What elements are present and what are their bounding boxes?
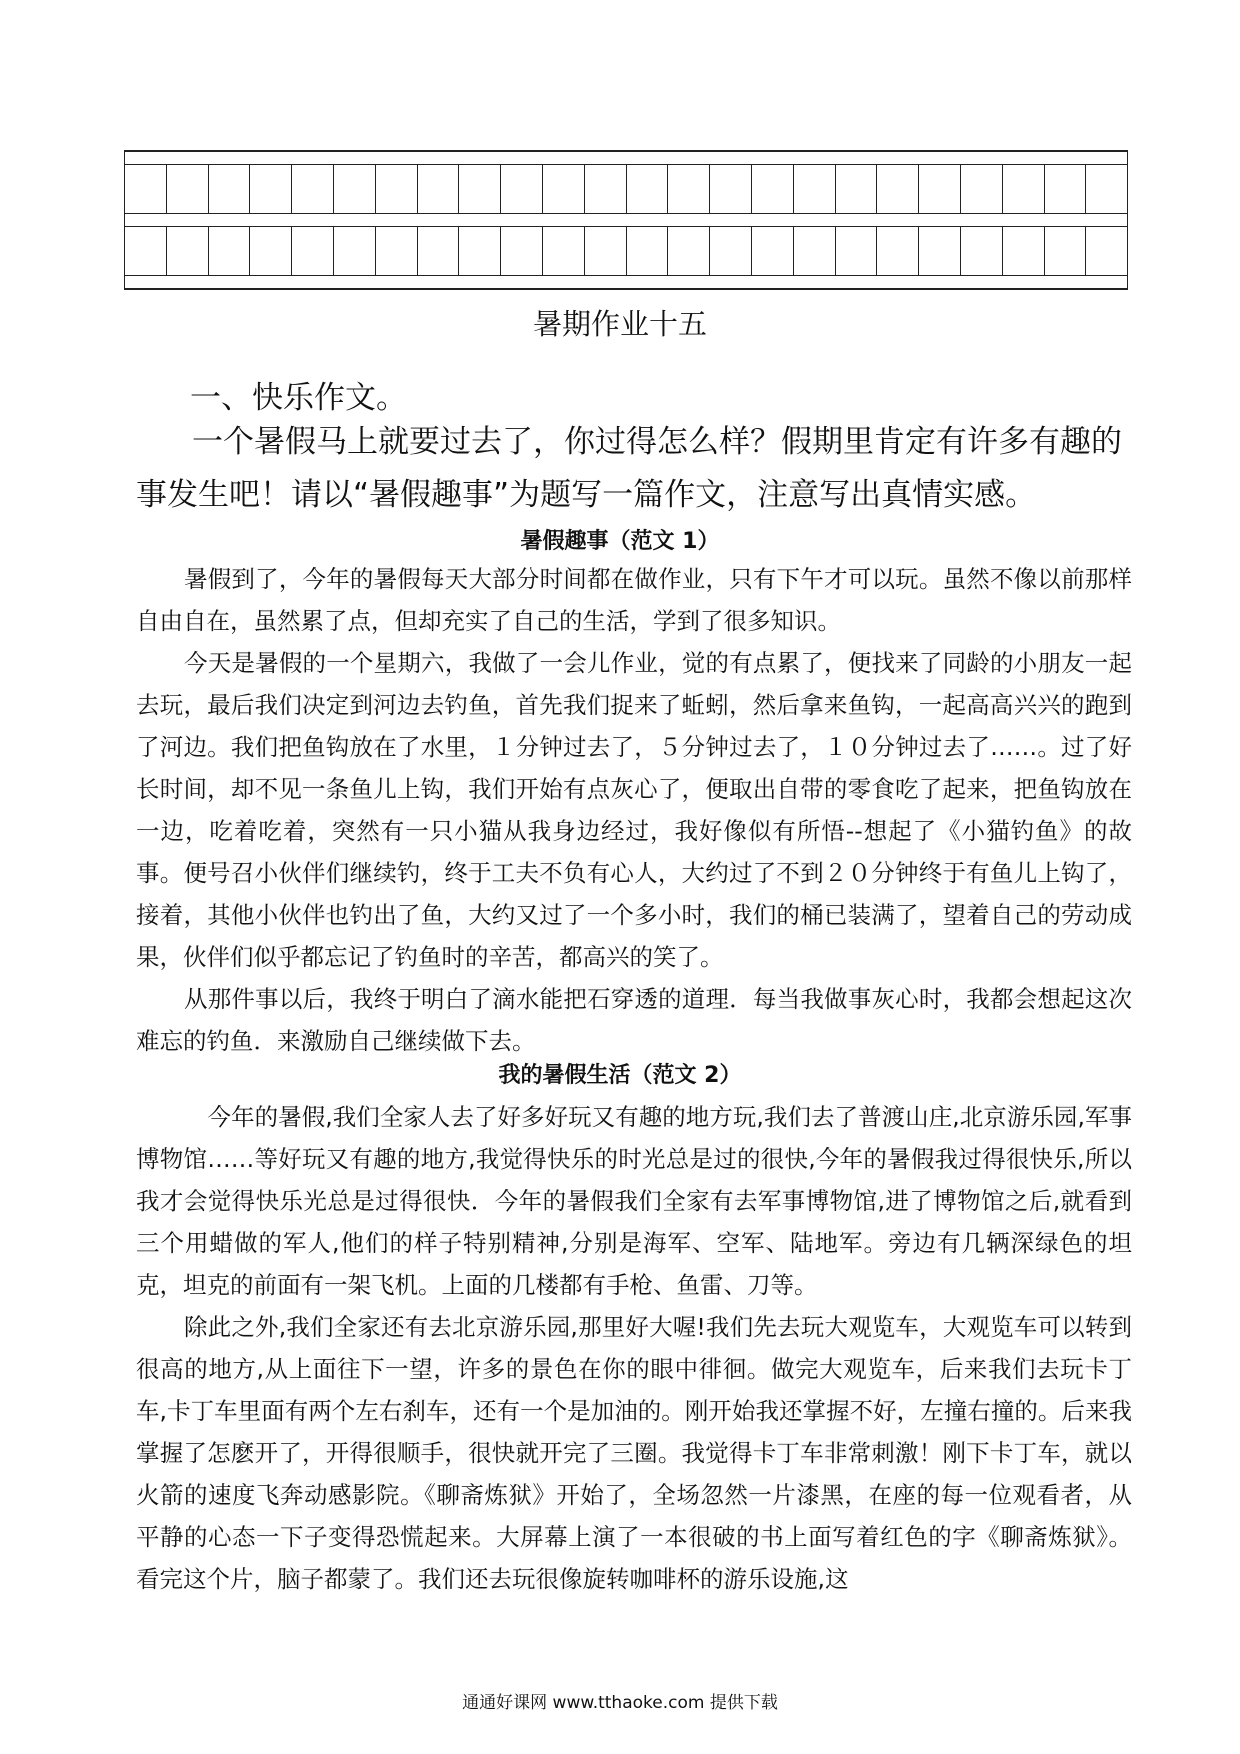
grid-cell [961, 227, 1003, 275]
grid-cell [418, 227, 460, 275]
essay1-paragraph: 今天是暑假的一个星期六，我做了一会儿作业，觉的有点累了，便找来了同龄的小朋友一起去玩，最后我们决定到河边去钓鱼，首先我们捉来了蚯蚓，然后拿来鱼钩，一起高高兴兴的跑到了河边。我们把鱼钩放在了水里，１分钟过去了，５分钟过去了，１０分钟过去了……。过了好长时间，却不见一条鱼儿上钩，我们开始有点灰心了，便取出自带的零食吃了起来，把鱼钩放在一边，吃着吃着，突然有一只小猫从我身边经过，我好像似有所悟--想起了《小猫钓鱼》的故事。便号召小伙伴们继续钓，终于工夫不负有心人，大约过了不到２０分钟终于有鱼儿上钩了，接着，其他小伙伴也钓出了鱼，大约又过了一个多小时，我们的桶已装满了，望着自己的劳动成果，伙伴们似乎都忘记了钓鱼时的辛苦，都高兴的笑了。 [136, 649, 1132, 971]
grid-cell [459, 165, 501, 213]
essay1-paragraph: 从那件事以后，我终于明白了滴水能把石穿透的道理．每当我做事灰心时，我都会想起这次难忘的钓鱼．来激励自己继续做下去。 [136, 985, 1132, 1055]
essay1-title: 暑假趣事（范文 1） [520, 529, 720, 554]
grid-cell [627, 227, 669, 275]
grid-cell [585, 227, 627, 275]
grid-cell [167, 227, 209, 275]
grid-cell [961, 165, 1003, 213]
grid-cell [794, 165, 836, 213]
grid-cell [752, 165, 794, 213]
grid-cell [1045, 227, 1087, 275]
grid-cell [710, 165, 752, 213]
grid-cell [836, 165, 878, 213]
grid-cell [919, 227, 961, 275]
grid-cell [627, 165, 669, 213]
essay1-paragraph: 暑假到了，今年的暑假每天大部分时间都在做作业，只有下午才可以玩。虽然不像以前那样自由自在，虽然累了点，但却充实了自己的生活，学到了很多知识。 [136, 565, 1132, 635]
grid-cell [459, 227, 501, 275]
grid-cell [124, 165, 167, 213]
grid-row [124, 165, 1128, 214]
grid-cell [334, 165, 376, 213]
essay1-body [136, 558, 1132, 1062]
grid-cell [877, 227, 919, 275]
grid-cell [585, 165, 627, 213]
grid-cell [877, 165, 919, 213]
grid-cell [668, 165, 710, 213]
grid-cell [418, 165, 460, 213]
grid-cell [209, 227, 251, 275]
grid-cell [292, 165, 334, 213]
grid-cell [1003, 165, 1045, 213]
grid-cell [836, 227, 878, 275]
grid-cell [250, 227, 292, 275]
essay2-title: 我的暑假生活（范文 2） [498, 1063, 742, 1088]
grid-cell [1003, 227, 1045, 275]
section-heading: 一、快乐作文。 [190, 380, 407, 416]
grid-cell [1086, 227, 1128, 275]
grid-cell [752, 227, 794, 275]
essay-prompt: 一个暑假马上就要过去了，你过得怎么样？假期里肯定有许多有趣的事发生吧！请以“暑假趣事”为题写一篇作文，注意写出真情实感。 [136, 424, 1122, 513]
grid-cell [1045, 165, 1087, 213]
grid-gap [124, 214, 1128, 227]
grid-cell [710, 227, 752, 275]
grid-cell [501, 227, 543, 275]
grid-cell [124, 227, 167, 275]
grid-cell [376, 165, 418, 213]
essay2-paragraph: 今年的暑假,我们全家人去了好多好玩又有趣的地方玩,我们去了普渡山庄,北京游乐园,军事博物馆……等好玩又有趣的地方,我觉得快乐的时光总是过的很快,今年的暑假我过得很快乐,所以我才会觉得快乐光总是过得很快．今年的暑假我们全家有去军事博物馆,进了博物馆之后,就看到三个用蜡做的军人,他们的样子特别精神,分别是海军、空军、陆地军。旁边有几辆深绿色的坦克，坦克的前面有一架飞机。上面的几楼都有手枪、鱼雷、刀等。 [136, 1103, 1132, 1299]
grid-cell [209, 165, 251, 213]
grid-cell [167, 165, 209, 213]
essay2-paragraph: 除此之外,我们全家还有去北京游乐园,那里好大喔!我们先去玩大观览车，大观览车可以转到很高的地方,从上面往下一望，许多的景色在你的眼中徘徊。做完大观览车，后来我们去玩卡丁车,卡丁车里面有两个左右刹车，还有一个是加油的。刚开始我还掌握不好，左撞右撞的。后来我掌握了怎麽开了，开得很顺手，很快就开完了三圈。我觉得卡丁车非常刺激！刚下卡丁车，就以火箭的速度飞奔动感影院。《聊斋炼狱》开始了，全场忽然一片漆黑，在座的每一位观看者，从平静的心态一下子变得恐慌起来。大屏幕上演了一本很破的书上面写着红色的字《聊斋炼狱》。看完这个片，脑子都蒙了。我们还去玩很像旋转咖啡杯的游乐设施,这 [136, 1313, 1132, 1593]
page-title: 暑期作业十五 [532, 307, 707, 341]
essay2-body [136, 1096, 1132, 1600]
grid-cell [919, 165, 961, 213]
grid-cell [292, 227, 334, 275]
grid-gap [124, 276, 1128, 288]
grid-cell [376, 227, 418, 275]
grid-cell [334, 227, 376, 275]
footer-watermark: 通通好课网 www.tthaoke.com 提供下载 [462, 1693, 778, 1713]
grid-cell [1086, 165, 1128, 213]
writing-grid [124, 150, 1128, 290]
grid-cell [501, 165, 543, 213]
grid-row [124, 227, 1128, 276]
grid-cell [543, 227, 585, 275]
grid-cell [250, 165, 292, 213]
grid-cell [543, 165, 585, 213]
grid-gap [124, 152, 1128, 165]
grid-cell [668, 227, 710, 275]
grid-cell [794, 227, 836, 275]
